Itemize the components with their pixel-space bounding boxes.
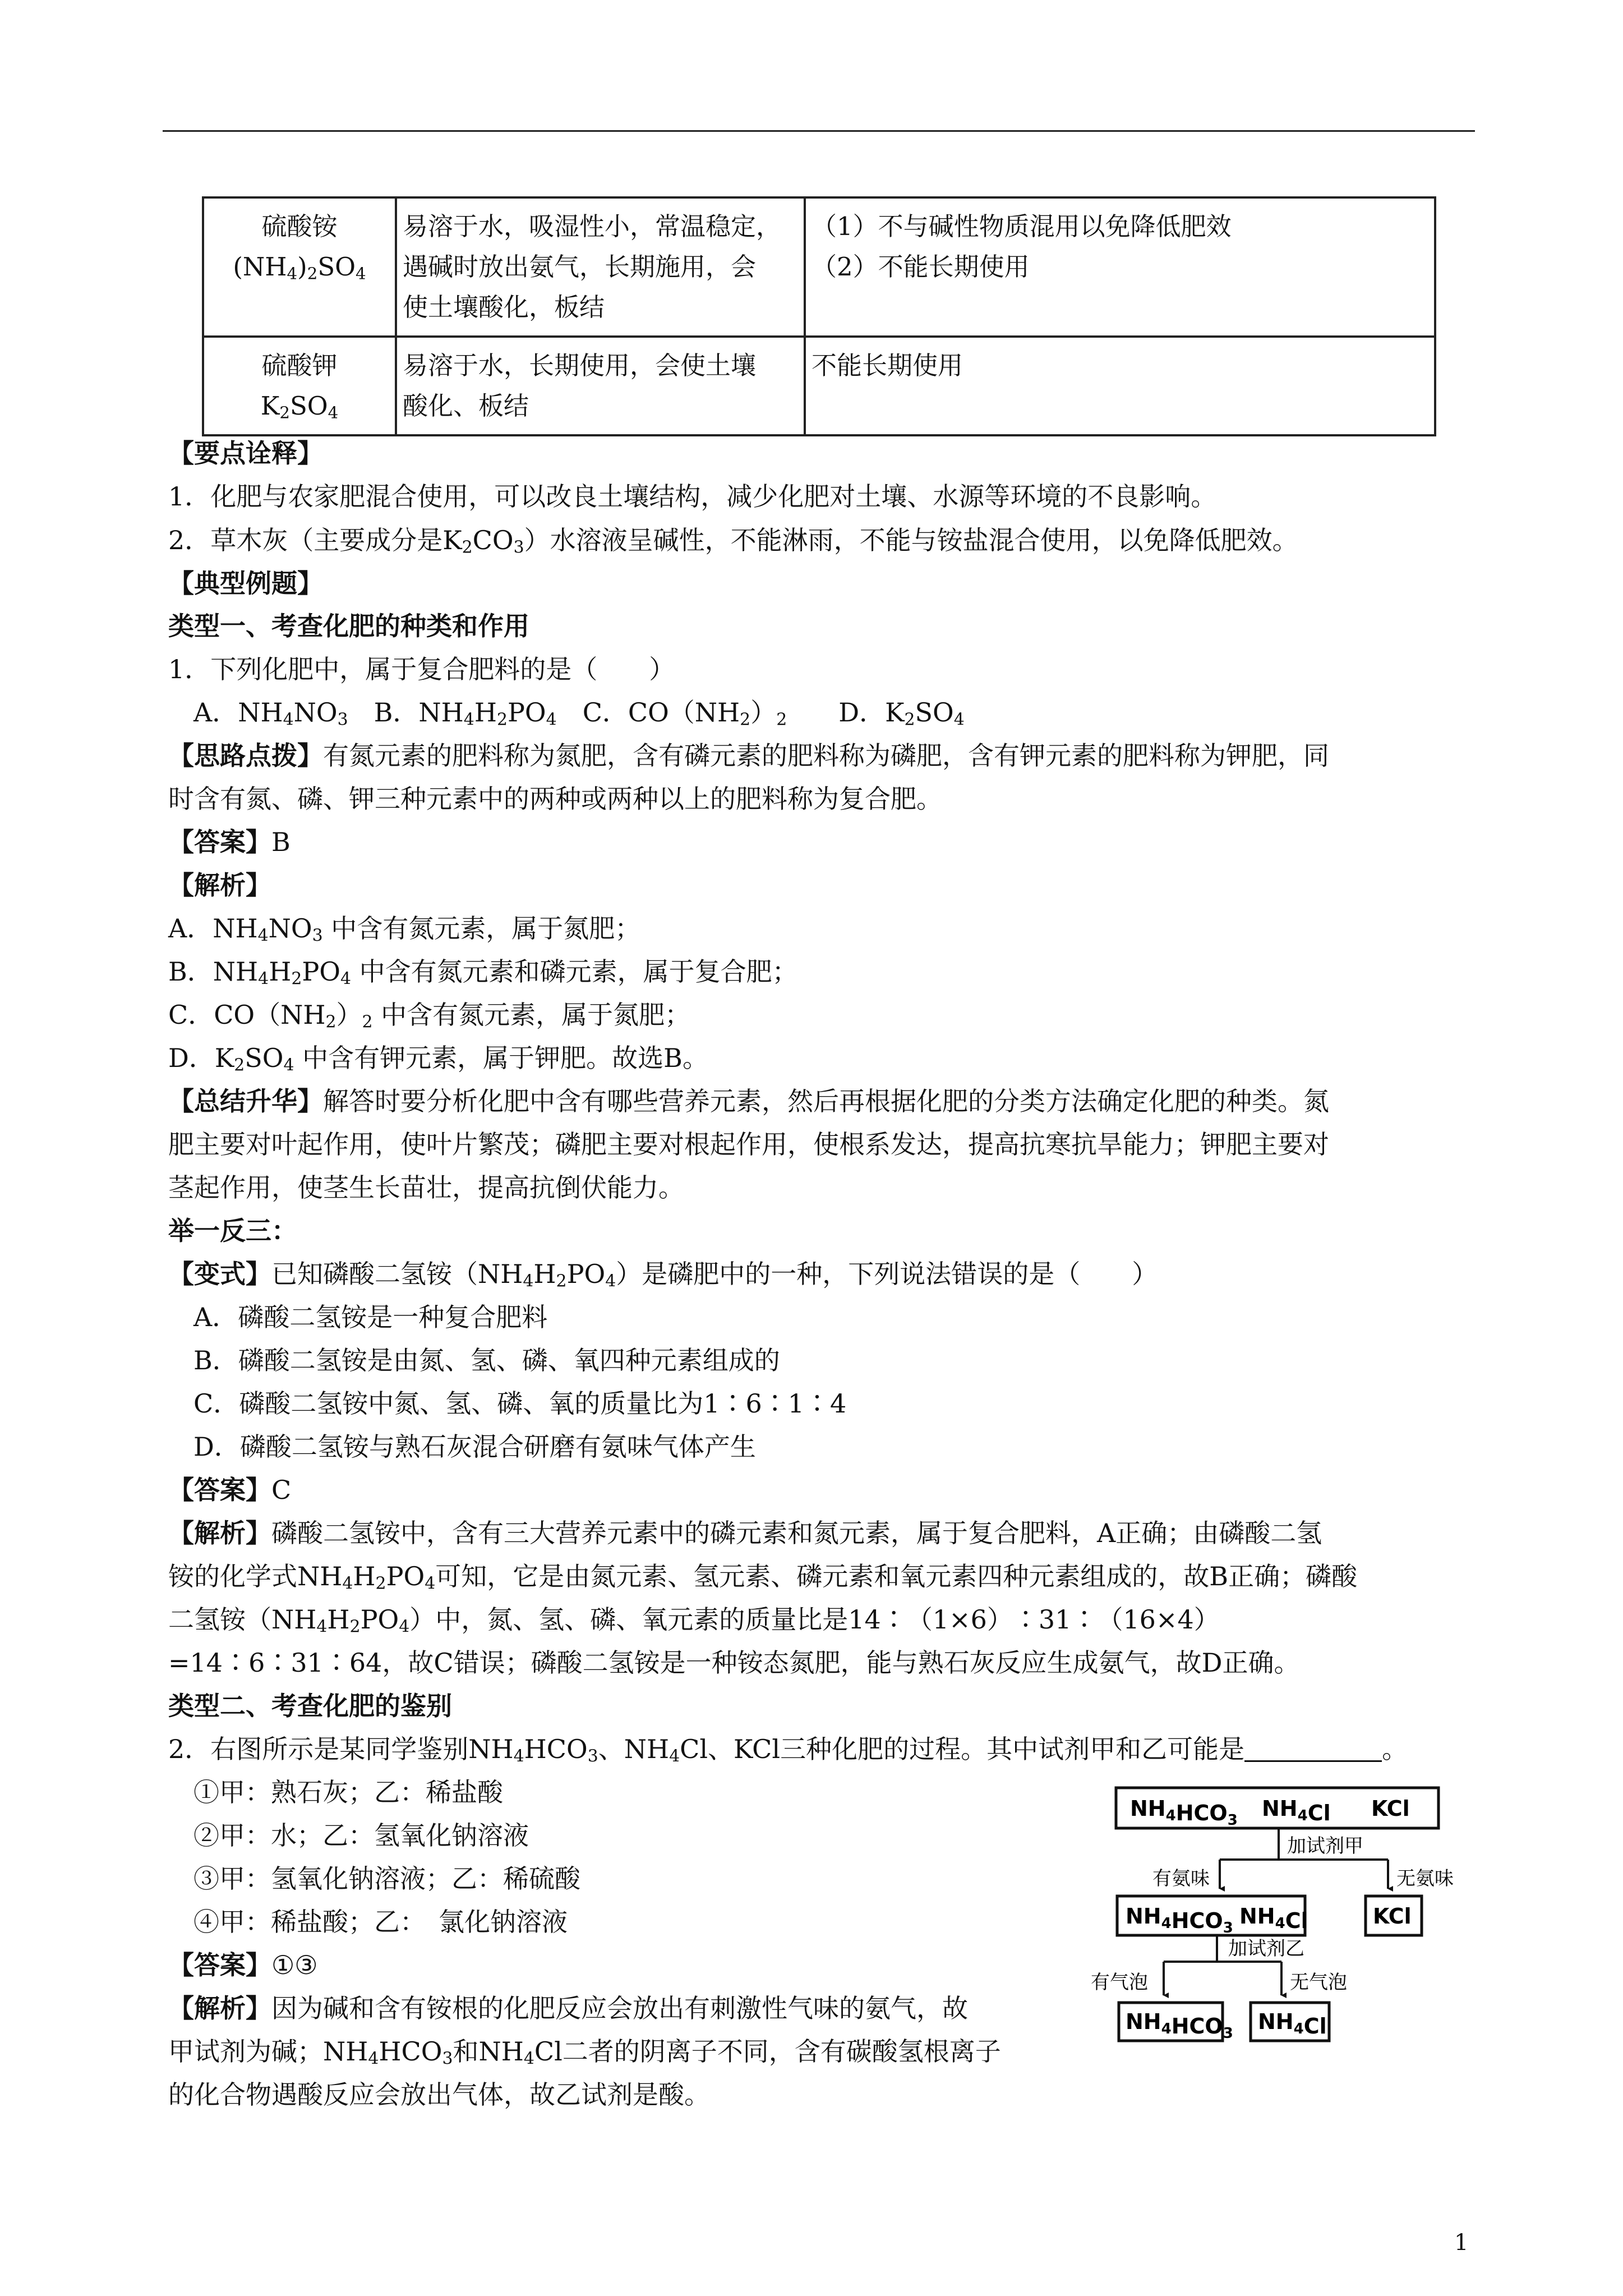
analysis-line: A．$NH_4NO_3$ 中含有氮元素，属于氮肥； <box>168 913 641 946</box>
variant-option: B．磷酸二氢铵是由氮、氢、磷、氧四种元素组成的 <box>193 1345 780 1375</box>
note-line: （2）不能长期使用 <box>811 252 1030 282</box>
type2-analysis-line: 的化合物遇酸反应会放出气体，故乙试剂是酸。 <box>168 2079 710 2110</box>
key-point-2: 2．草木灰（主要成分是$K_2CO_3$）水溶液呈碱性，不能淋雨，不能与铵盐混合使用，以免降低肥效。 <box>168 525 1298 558</box>
note-line: （1）不与碱性物质混用以免降低肥效 <box>811 211 1232 241</box>
hint-text: 有氮元素的肥料称为氮肥，含有磷元素的肥料称为磷肥，含有钾元素的肥料称为钾肥，同 <box>323 740 1329 771</box>
flow-label: 无气泡 <box>1290 1971 1347 1994</box>
fertilizer-property-cell <box>396 337 805 435</box>
type1-question: 1．下列化肥中，属于复合肥料的是（ ） <box>168 654 675 684</box>
question-end: 。 <box>1382 1734 1408 1764</box>
analysis-tag: 【解析】 <box>168 1993 271 2023</box>
flow-mid-item: $NH_4Cl$ <box>1239 1904 1308 1933</box>
flow-label: 有氨味 <box>1152 1867 1210 1890</box>
fertilizer-formula: $K_2SO_4$ <box>260 391 339 422</box>
answer-value: C <box>271 1475 292 1505</box>
type1-options: A．$NH_4NO_3$ B．$NH_4H_2PO_4$ C．$CO(NH_2)_2$ D．$K_2SO_4$ <box>193 697 965 730</box>
type1-analysis-tag: 【解析】 <box>168 870 271 900</box>
answer-tag: 【答案】 <box>168 827 271 857</box>
flow-top-item: KCl <box>1371 1796 1410 1821</box>
key-points-heading: 【要点诠释】 <box>168 438 323 468</box>
analysis-line: B．$NH_4H_2PO_4$ 中含有氮元素和磷元素，属于复合肥； <box>168 956 798 989</box>
flow-label: 无氨味 <box>1396 1867 1454 1890</box>
variant-option: C．磷酸二氢铵中氮、氢、磷、氧的质量比为1∶6∶1∶4 <box>193 1388 847 1419</box>
flow-top-item: $NH_4Cl$ <box>1262 1796 1331 1825</box>
type2-analysis <box>168 1995 968 2021</box>
flow-mid-item: $NH_4HCO_3$ <box>1126 1904 1233 1936</box>
table-row <box>203 337 1435 435</box>
flow-bottom-item: $NH_4Cl$ <box>1258 2009 1327 2039</box>
summary-text: 解答时要分析化肥中含有哪些营养元素，然后再根据化肥的分类方法确定化肥的种类。氮 <box>323 1086 1329 1116</box>
variant-analysis <box>168 1520 1322 1546</box>
type1-answer <box>168 829 291 855</box>
key-point-1: 1．化肥与农家肥混合使用，可以改良土壤结构，减少化肥对土壤、水源等环境的不良影响。 <box>168 481 1217 512</box>
answer-tag: 【答案】 <box>168 1475 271 1505</box>
fertilizer-name: 硫酸铵 <box>261 211 338 241</box>
type1-hint <box>168 740 1329 771</box>
flow-bottom-item: $NH_4HCO_3$ <box>1126 2009 1233 2042</box>
variant-question <box>168 1259 1158 1291</box>
type1-title: 类型一、考查化肥的种类和作用 <box>168 611 529 641</box>
examples-heading: 【典型例题】 <box>168 568 323 599</box>
practice-label: 举一反三： <box>168 1216 297 1246</box>
type2-question-text: 2．右图所示是某同学鉴别$NH_4HCO_3$、$NH_4Cl$、KCl三种化肥的过程。其中试剂甲和乙可能是 <box>168 1734 1245 1766</box>
answer-value: B <box>271 827 291 857</box>
type2-option: ①甲：熟石灰；乙：稀盐酸 <box>193 1777 503 1807</box>
fertilizer-note-cell <box>805 337 1435 435</box>
variant-answer <box>168 1477 291 1503</box>
variant-option: A．磷酸二氢铵是一种复合肥料 <box>193 1302 548 1332</box>
property-line: 易溶于水，长期使用，会使土壤 <box>403 351 757 380</box>
fertilizer-name-cell <box>203 197 396 337</box>
type2-option: ②甲：水；乙：氢氧化钠溶液 <box>193 1820 529 1851</box>
summary-line: 茎起作用，使茎生长苗壮，提高抗倒伏能力。 <box>168 1172 684 1203</box>
variant-tag: 【变式】 <box>168 1259 271 1289</box>
variant-analysis-line: =14∶6∶31∶64，故C错误；磷酸二氢铵是一种铵态氮肥，能与熟石灰反应生成氨气，故D正确。 <box>168 1648 1300 1678</box>
property-line: 易溶于水，吸湿性小，常温稳定， <box>403 211 782 241</box>
fertilizer-property-cell <box>396 197 805 337</box>
property-line: 使土壤酸化，板结 <box>403 292 605 322</box>
flow-reagent-2: 加试剂乙 <box>1228 1938 1304 1960</box>
page-number: 1 <box>1454 2230 1469 2256</box>
summary-tag: 【总结升华】 <box>168 1086 323 1116</box>
variant-analysis-line: 二氢铵$(NH_4H_2PO_4)$中，氮、氢、磷、氧元素的质量比是14∶（1×6）∶31∶（16×4） <box>168 1604 1220 1637</box>
property-line: 遇碱时放出氨气，长期施用，会 <box>403 252 757 282</box>
fertilizer-formula: $(NH_4)_2SO_4$ <box>233 252 366 283</box>
analysis-line: D．$K_2SO_4$ 中含有钾元素，属于钾肥。故选B。 <box>168 1043 708 1075</box>
hint-tag: 【思路点拨】 <box>168 740 323 771</box>
type2-answer <box>168 1952 317 1978</box>
fertilizer-name: 硫酸钾 <box>261 351 338 380</box>
fertilizer-note-cell <box>805 197 1435 337</box>
flow-right-item: KCl <box>1373 1904 1412 1929</box>
variant-analysis-text: 磷酸二氢铵中，含有三大营养元素中的磷元素和氮元素，属于复合肥料，A正确；由磷酸二氢 <box>271 1518 1322 1548</box>
identification-flowchart <box>1091 1742 1495 2056</box>
fertilizer-name-cell <box>203 337 396 435</box>
fertilizer-table <box>202 196 1436 436</box>
note-line: 不能长期使用 <box>811 351 963 380</box>
flow-reagent-1: 加试剂甲 <box>1287 1835 1363 1857</box>
type1-summary <box>168 1088 1329 1114</box>
variant-question-text: 已知磷酸二氢铵$(NH_4H_2PO_4)$是磷肥中的一种，下列说法错误的是（ ） <box>271 1259 1158 1291</box>
type1-hint-cont: 时含有氮、磷、钾三种元素中的两种或两种以上的肥料称为复合肥。 <box>168 784 942 814</box>
type2-option: ④甲：稀盐酸；乙： 氯化钠溶液 <box>193 1907 568 1937</box>
type2-analysis-line: 甲试剂为碱；$NH_4HCO_3$和$NH_4Cl$二者的阴离子不同，含有碳酸氢根离子 <box>168 2036 1001 2069</box>
answer-tag: 【答案】 <box>168 1950 271 1980</box>
answer-value: ①③ <box>271 1950 318 1980</box>
type2-analysis-text: 因为碱和含有铵根的化肥反应会放出有刺激性气味的氨气，故 <box>271 1993 968 2023</box>
header-rule <box>163 130 1475 132</box>
type2-option: ③甲：氢氧化钠溶液；乙：稀硫酸 <box>193 1864 580 1894</box>
variant-option: D．磷酸二氢铵与熟石灰混合研磨有氨味气体产生 <box>193 1432 756 1462</box>
summary-line: 肥主要对叶起作用，使叶片繁茂；磷肥主要对根起作用，使根系发达，提高抗寒抗旱能力；钾肥主要对 <box>168 1129 1329 1159</box>
property-line: 酸化、板结 <box>403 391 529 421</box>
type2-title: 类型二、考查化肥的鉴别 <box>168 1691 452 1721</box>
table-row <box>203 197 1435 337</box>
analysis-line: C．$CO(NH_2)_2$ 中含有氮元素，属于氮肥； <box>168 1000 691 1032</box>
analysis-tag: 【解析】 <box>168 1518 271 1548</box>
variant-analysis-line: 铵的化学式$NH_4H_2PO_4$可知，它是由氮元素、氢元素、磷元素和氧元素四种元素组成的，故B正确；磷酸 <box>168 1561 1358 1594</box>
flow-label: 有气泡 <box>1091 1971 1148 1994</box>
flow-top-item: $NH_4HCO_3$ <box>1130 1796 1238 1829</box>
